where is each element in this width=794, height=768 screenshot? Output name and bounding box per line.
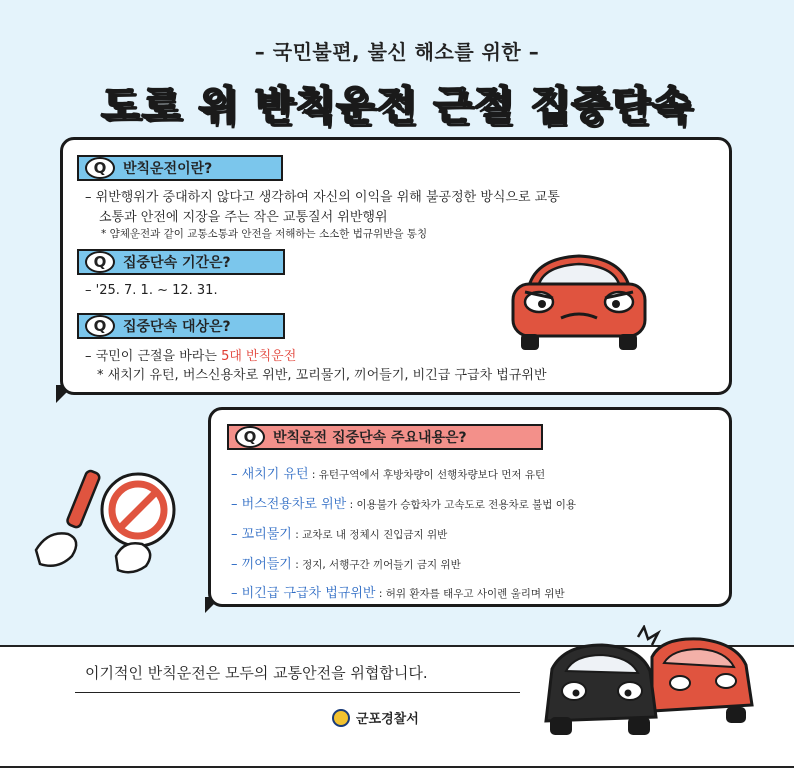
- violation-item: [231, 523, 447, 542]
- violation-desc: : 이용불가 승합차가 고속도로 전용차로 불법 이용: [346, 499, 576, 511]
- footer-message: 이기적인 반칙운전은 모두의 교통안전을 위협합니다.: [85, 664, 428, 682]
- question-tag-target: [77, 313, 285, 339]
- violation-name: – 꼬리물기: [231, 527, 292, 542]
- question-text: 반칙운전 집중단속 주요내용은?: [273, 430, 467, 446]
- page-title: [0, 74, 794, 131]
- q-mark: Q: [85, 251, 115, 273]
- footer-divider: [75, 692, 520, 693]
- info-bubble-1: [60, 137, 732, 395]
- station-name: 군포경찰서: [356, 712, 419, 727]
- period-text: – '25. 7. 1. ~ 12. 31.: [85, 283, 218, 298]
- violation-desc: : 허위 환자를 태우고 사이렌 울리며 위반: [375, 588, 565, 600]
- car-crash-icon: [540, 625, 766, 743]
- violation-desc: : 교차로 내 정체시 진입금지 위반: [291, 529, 448, 541]
- question-tag-period: [77, 249, 285, 275]
- info-bubble-2: [208, 407, 732, 607]
- q-mark: Q: [85, 157, 115, 179]
- violation-item: [231, 493, 576, 512]
- question-text: 반칙운전이란?: [123, 161, 213, 177]
- definition-note: * 얌체운전과 같이 교통소통과 안전을 저해하는 소소한 법규위반을 통칭: [101, 228, 428, 240]
- definition-line-1: – 위반행위가 중대하지 않다고 생각하여 자신의 이익을 위해 불공정한 방식으로 교통: [85, 190, 560, 205]
- violation-name: – 새치기 유턴: [231, 467, 309, 482]
- violation-name: – 끼어들기: [231, 557, 292, 572]
- angry-car-icon: [499, 248, 659, 358]
- title-main: 도로 위 반칙운전 근절: [100, 83, 531, 129]
- stop-sign-icon: [28, 460, 188, 580]
- violation-item: [231, 582, 565, 601]
- question-tag-details: [227, 424, 543, 450]
- violation-desc: : 유턴구역에서 후방차량이 선행차량보다 먼저 유턴: [308, 469, 546, 481]
- violation-name: – 비긴급 구급차 법규위반: [231, 586, 376, 601]
- target-highlight: 5대 반칙운전: [221, 349, 297, 364]
- violation-name: – 버스전용차로 위반: [231, 497, 347, 512]
- question-tag-definition: [77, 155, 283, 181]
- police-station: [332, 708, 419, 727]
- title-accent: 집중단속: [530, 83, 694, 129]
- definition-line-2: 소통과 안전에 지장을 주는 작은 교통질서 위반행위: [99, 210, 388, 225]
- violation-item: [231, 463, 545, 482]
- target-prefix: – 국민이 근절을 바라는: [85, 349, 222, 364]
- police-emblem-icon: [332, 709, 350, 727]
- violation-desc: : 정지, 서행구간 끼어들기 금지 위반: [291, 559, 461, 571]
- question-text: 집중단속 대상은?: [123, 319, 231, 335]
- violation-item: [231, 553, 461, 572]
- question-text: 집중단속 기간은?: [123, 255, 231, 271]
- q-mark: Q: [85, 315, 115, 337]
- target-text: [85, 345, 296, 364]
- q-mark: Q: [235, 426, 265, 448]
- target-note: * 새치기 유턴, 버스신용차로 위반, 꼬리물기, 끼어들기, 비긴급 구급차 법규위반: [97, 368, 547, 383]
- subtitle: – 국민불편, 불신 해소를 위한 –: [254, 40, 540, 64]
